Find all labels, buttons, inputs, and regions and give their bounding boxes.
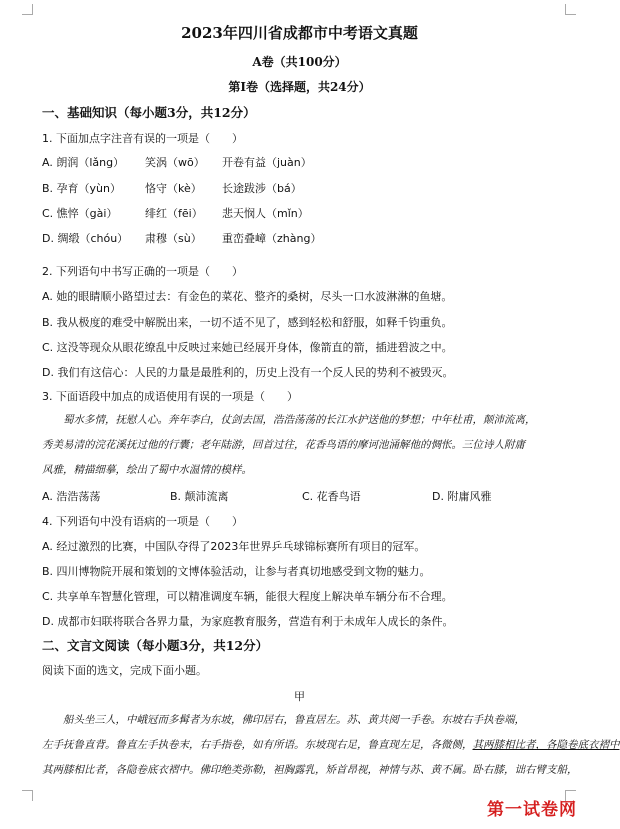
q4-option-d: D. 成都市妇联将联合各界力量，为家庭教育服务，营造有利于未成年人成长的条件。 <box>42 615 454 628</box>
jia-passage-line-1: 船头坐三人，中峨冠而多髯者为东坡，佛印居右，鲁直居左。苏、黄共阅一手卷。东坡右手执卷端， <box>42 714 525 726</box>
q2-stem: 2. 下列语句中书写正确的一项是（ ） <box>42 265 243 278</box>
site-watermark: 第一试卷网 <box>487 800 577 820</box>
q1-option-b-1: B. 孕育（yùn） <box>42 182 121 195</box>
q4-option-a: A. 经过激烈的比赛，中国队夺得了2023年世界乒乓球锦标赛所有项目的冠军。 <box>42 540 426 553</box>
crop-mark-top-right <box>565 4 576 15</box>
q4-stem: 4. 下列语句中没有语病的一项是（ ） <box>42 515 243 528</box>
q1-option-c-1: C. 憔悴（gài） <box>42 207 118 220</box>
q4-option-c: C. 共享单车智慧化管理，可以精准调度车辆，能很大程度上解决单车辆分布不合理。 <box>42 590 453 603</box>
q3-passage-line-2: 秀美易清的浣花溪抚过他的行囊；老年陆游，回首过往，花香鸟语的摩诃池涌解他的惆怅。三位诗人附庸 <box>42 439 525 451</box>
q3-passage-line-1: 蜀水多情，抚慰人心。奔年李白，仗剑去国，浩浩荡荡的长江水护送他的梦想；中年杜甫，颠沛流离， <box>42 414 536 426</box>
section2-heading: 二、文言文阅读（每小题3分，共12分） <box>42 638 269 653</box>
q1-stem: 1. 下面加点字注音有误的一项是（ ） <box>42 132 243 145</box>
q2-option-c: C. 这没等现众从眼花缭乱中反映过来她已经展开身体，像箭直的箭，插进碧波之中。 <box>42 341 453 354</box>
q3-passage-line-3: 风雅，精描细摹，绘出了蜀中水温情的模样。 <box>42 464 252 476</box>
q3-option-a: A. 浩浩荡荡 <box>42 490 101 503</box>
jia-passage-line-2: 左手抚鲁直背。鲁直左手执卷末，右手指卷，如有所语。东坡现右足，鲁直现左足，各微侧，其两膝相比者，各隐卷底衣褶中 <box>42 739 620 751</box>
q1-option-a-3: 开卷有益（juàn） <box>222 156 312 169</box>
q1-option-c-3: 悲天悯人（mǐn） <box>222 207 309 220</box>
section1-heading: 一、基础知识（每小题3分，共12分） <box>42 105 256 120</box>
q2-option-b: B. 我从极度的难受中解脱出来，一切不适不见了，感到轻松和舒服，如释千钧重负。 <box>42 316 453 329</box>
part-label: 第Ⅰ卷（选择题，共24分） <box>228 80 371 94</box>
q1-option-b-2: 恪守（kè） <box>145 182 202 195</box>
q1-option-d-3: 重峦叠嶂（zhàng） <box>222 232 322 245</box>
page-title: 2023年四川省成都市中考语文真题 <box>181 24 418 42</box>
q1-option-d-1: D. 绸缎（chóu） <box>42 232 129 245</box>
jia-passage-line-3: 其两膝相比者，各隐卷底衣褶中。佛印绝类弥勒，袒胸露乳，矫首昂视，神情与苏、黄不属。卧右膝，诎右臂支船， <box>42 764 578 776</box>
q3-option-d: D. 附庸风雅 <box>432 490 492 503</box>
q3-option-c: C. 花香鸟语 <box>302 490 361 503</box>
q1-option-b-3: 长途跋涉（bá） <box>222 182 302 195</box>
q2-option-a: A. 她的眼睛顺小路望过去：有金色的菜花、整齐的桑树，尽头一口水波淋淋的鱼塘。 <box>42 290 453 303</box>
q1-option-c-2: 绯红（fēi） <box>145 207 203 220</box>
crop-mark-bottom-left <box>22 790 33 801</box>
q3-stem: 3. 下面语段中加点的成语使用有误的一项是（ ） <box>42 390 298 403</box>
q1-option-d-2: 肃穆（sù） <box>145 232 202 245</box>
q1-option-a-2: 笑涡（wō） <box>145 156 205 169</box>
underlined-phrase: 其两膝相比者，各隐卷底衣褶中 <box>472 739 620 751</box>
passage-label-jia: 甲 <box>294 690 305 703</box>
section2-intro: 阅读下面的选文，完成下面小题。 <box>42 664 207 677</box>
volume-label: A卷（共100分） <box>252 55 347 69</box>
crop-mark-top-left <box>22 4 33 15</box>
q2-option-d: D. 我们有这信心：人民的力量是最胜利的，历史上没有一个反人民的势利不被毁灭。 <box>42 366 454 379</box>
q3-option-b: B. 颠沛流离 <box>170 490 229 503</box>
q4-option-b: B. 四川博物院开展和策划的文博体验活动，让参与者真切地感受到文物的魅力。 <box>42 565 431 578</box>
q1-option-a-1: A. 朗润（lǎng） <box>42 156 125 169</box>
